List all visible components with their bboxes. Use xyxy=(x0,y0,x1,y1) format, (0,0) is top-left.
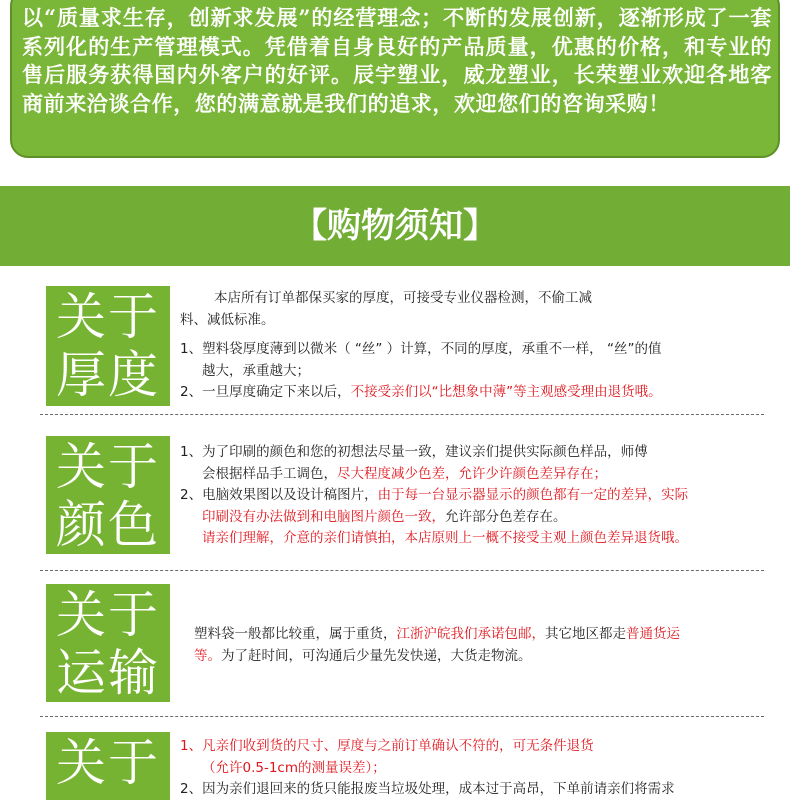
color-text xyxy=(180,442,755,550)
banner-title: 【购物须知】 xyxy=(293,206,497,246)
shipping-line2-text: 为了赶时间，可沟通后少量先发快递，大货走物流。 xyxy=(221,647,532,664)
shipping-line2 xyxy=(194,646,754,668)
color-item2-line2-warning: 印刷没有办法做到和电脑图片颜色一致， xyxy=(202,508,445,525)
color-item2-line1-warning: 由于每一台显示器显示的颜色都有一定的差异，实际 xyxy=(377,487,689,503)
separator xyxy=(40,716,764,717)
color-item1-line2 xyxy=(180,464,755,486)
color-note: 请亲们理解，介意的亲们请慎拍，本店原则上一概不接受主观上颜色差异退货哦。 xyxy=(202,530,688,546)
badge-thickness-line1: 关于 xyxy=(56,288,160,346)
returns-text xyxy=(180,736,760,801)
color-item1-line2-warning: 尽大程度减少色差，允许少许颜色差异存在； xyxy=(337,465,607,482)
color-item2-line2 xyxy=(180,507,755,529)
color-item2-line2-text: 允许部分色差存在。 xyxy=(445,508,567,525)
color-item2-line1 xyxy=(180,485,755,507)
thickness-intro-line2: 料、减低标准。 xyxy=(180,311,275,328)
badge-color-line1: 关于 xyxy=(56,438,160,496)
shipping-line1-text2: 其它地区都走 xyxy=(545,626,626,642)
badge-shipping-line1: 关于 xyxy=(56,586,160,644)
thickness-item2-warning: 不接受亲们以“比想象中薄”等主观感受理由退货哦。 xyxy=(350,384,662,400)
intro-box xyxy=(10,0,780,158)
shipping-freight: 普通货运 xyxy=(626,626,680,642)
shipping-line1-text: 塑料袋一般都比较重，属于重货， xyxy=(194,626,397,642)
badge-thickness-line2: 厚度 xyxy=(56,346,160,404)
badge-thickness xyxy=(46,286,170,406)
thickness-item2-prefix: 2、一旦厚度确定下来以后， xyxy=(180,384,351,400)
badge-shipping xyxy=(46,584,170,702)
separator xyxy=(40,414,764,415)
intro-text: 以“质量求生存，创新求发展”的经营理念；不断的发展创新，逐渐形成了一套系列化的生产管理模式。凭借着自身良好的产品质量，优惠的价格，和专业的售后服务获得国内外客户的好评。辰宇塑业，威龙塑业，长荣塑业欢迎各地客商前来洽谈合作，您的满意就是我们的追求，欢迎您们的咨询采购！ xyxy=(22,5,772,116)
returns-item1-line1: 1、凡亲们收到货的尺寸、厚度与之前订单确认不符的，可无条件退货 xyxy=(180,738,594,754)
badge-color-line2: 颜色 xyxy=(56,496,160,554)
shopping-notice-banner xyxy=(0,186,790,266)
shipping-text xyxy=(194,624,754,667)
color-item1-line1: 1、为了印刷的颜色和您的初想法尽量一致，建议亲们提供实际颜色样品，师傅 xyxy=(180,444,648,460)
badge-shipping-line2: 运输 xyxy=(56,644,160,702)
shipping-line1 xyxy=(194,624,754,646)
badge-returns-line1: 关于 xyxy=(56,734,160,792)
color-item2-line1-text: 2、电脑效果图以及设计稿图片， xyxy=(180,487,378,503)
shipping-free-region: 江浙沪皖我们承诺包邮， xyxy=(396,626,545,642)
badge-returns xyxy=(46,732,170,800)
separator xyxy=(40,570,764,571)
returns-item1-line2: （允许0.5-1cm的测量误差）； xyxy=(202,759,386,776)
color-item1-line2-text: 会根据样品手工调色， xyxy=(202,465,337,482)
thickness-item2 xyxy=(180,382,750,404)
badge-color xyxy=(46,436,170,554)
thickness-item1-line1: 1、塑料袋厚度薄到以微米（ “丝” ）计算，不同的厚度，承重不一样， “丝”的值 xyxy=(180,341,662,357)
thickness-text xyxy=(180,288,750,404)
returns-item2-line1: 2、因为亲们退回来的货只能报废当垃圾处理，成本过于高昂，下单前请亲们将需求 xyxy=(180,781,675,797)
thickness-item1-line2: 越大，承重越大； xyxy=(202,362,310,379)
shipping-line2-red: 等。 xyxy=(194,647,221,664)
thickness-intro-line1: 本店所有订单都保买家的厚度，可接受专业仪器检测，不偷工减 xyxy=(214,290,592,306)
